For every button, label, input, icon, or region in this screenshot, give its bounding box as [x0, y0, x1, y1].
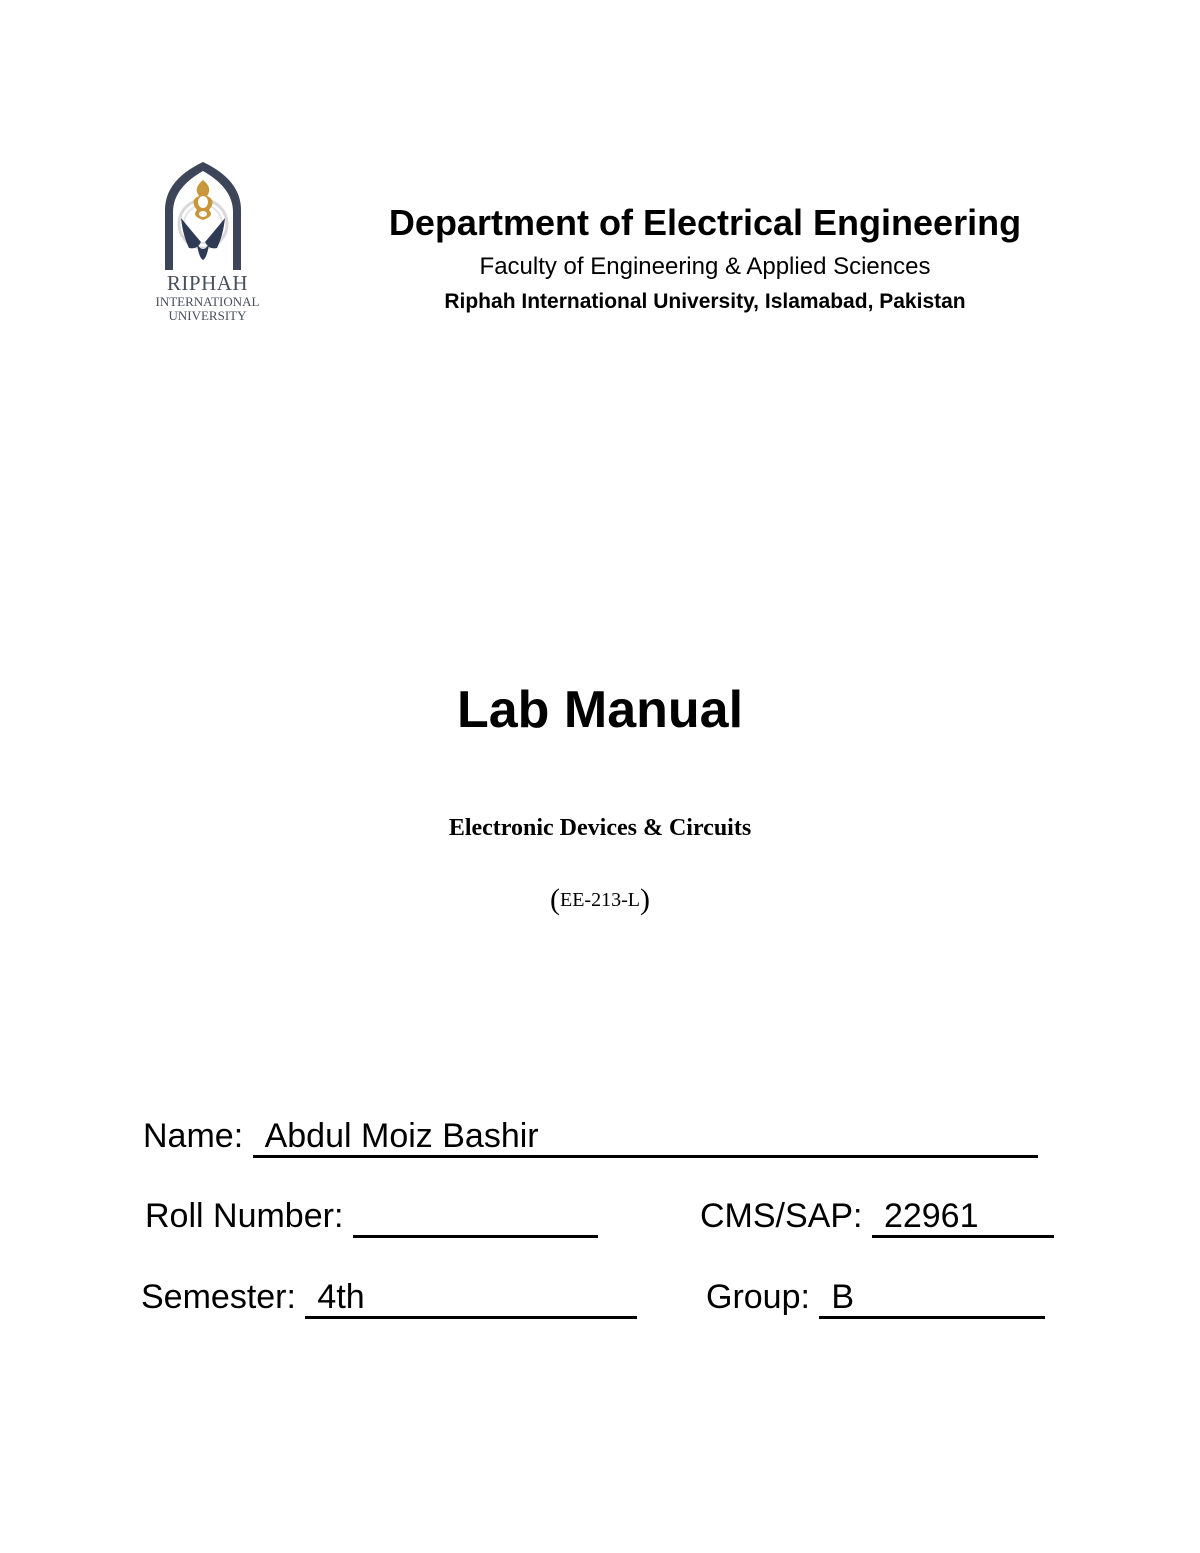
cms-sap-value: 22961	[872, 1199, 1054, 1238]
name-label: Name:	[143, 1117, 244, 1155]
group-label: Group:	[706, 1278, 810, 1316]
group-field	[706, 1278, 1045, 1319]
course-code	[0, 883, 1200, 917]
cms-sap-field	[700, 1197, 1054, 1238]
logo-text-riphah: RIPHAH	[166, 271, 249, 295]
riphah-emblem-icon	[153, 158, 253, 276]
course-code-text: EE-213-L	[560, 889, 640, 911]
group-value: B	[819, 1280, 1045, 1319]
university-logo	[145, 158, 270, 328]
close-paren: )	[639, 883, 650, 916]
department-title: Department of Electrical Engineering	[388, 202, 1022, 243]
semester-value: 4th	[305, 1280, 637, 1319]
logo-text-university: UNIVERSITY	[168, 308, 247, 323]
roll-number-field	[145, 1197, 598, 1238]
university-name: Riphah International University, Islamabad, Pakistan	[444, 290, 966, 313]
semester-label: Semester:	[141, 1278, 296, 1316]
roll-number-value	[353, 1199, 598, 1238]
semester-field	[141, 1278, 637, 1319]
roll-number-label: Roll Number:	[145, 1197, 344, 1235]
faculty-name: Faculty of Engineering & Applied Sciences	[479, 253, 931, 280]
name-field	[143, 1117, 1038, 1158]
open-paren: (	[550, 883, 560, 916]
course-name: Electronic Devices & Circuits	[448, 815, 752, 841]
document-title: Lab Manual	[456, 681, 744, 739]
logo-text-international: INTERNATIONAL	[155, 294, 260, 309]
name-value: Abdul Moiz Bashir	[253, 1119, 1038, 1158]
cms-sap-label: CMS/SAP:	[700, 1197, 863, 1235]
